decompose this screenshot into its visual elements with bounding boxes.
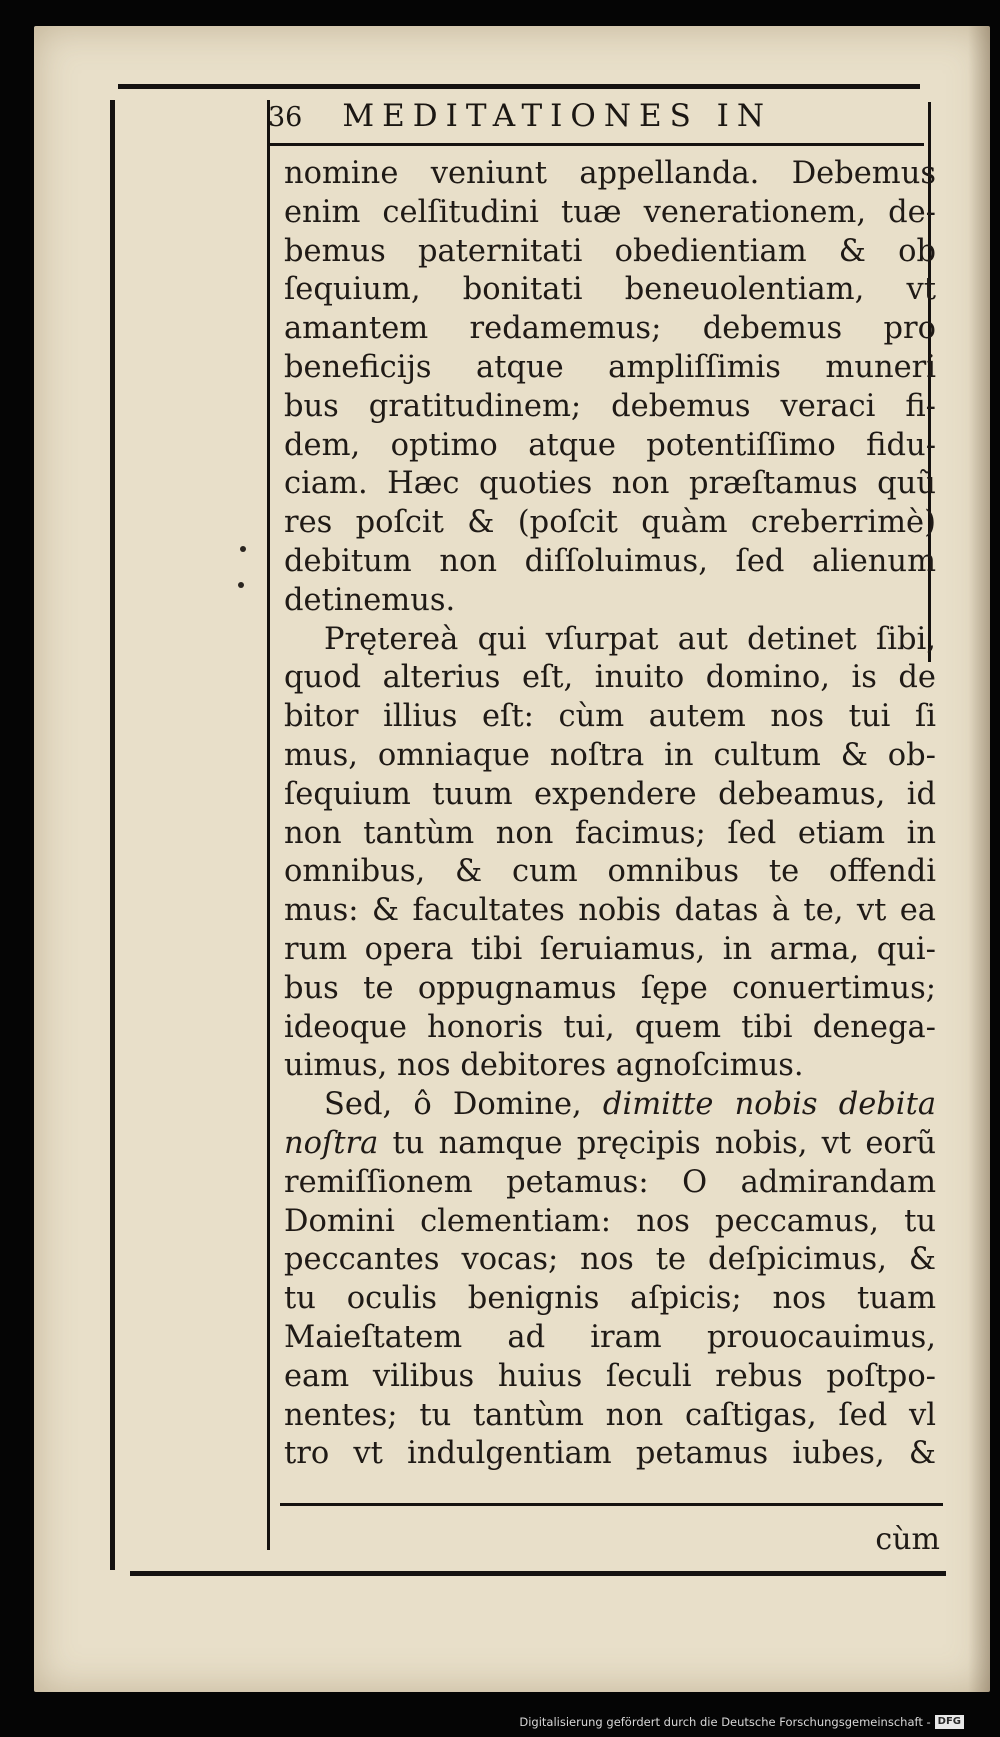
text-line: uimus, nos debitores agnoſcimus. <box>284 1048 804 1084</box>
margin-mark <box>238 582 244 588</box>
funding-credit-text: Digitalisierung gefördert durch die Deutsche Forschungsgemeinschaft - <box>519 1714 931 1729</box>
text-line: Prętereà qui vſurpat aut detinet ſibi, <box>324 621 936 657</box>
running-head <box>268 96 948 136</box>
text-line: detinemus. <box>284 582 456 618</box>
head-underline-rule <box>268 143 924 146</box>
left-outer-rule <box>110 100 115 1570</box>
text-line: amantem redamemus; debemus pro <box>284 311 936 347</box>
text-line: tro vt indulgentiam petamus iubes, & <box>284 1436 936 1472</box>
margin-mark <box>240 546 246 552</box>
text-line: debitum non diſſoluimus, ſed alienum <box>284 543 936 579</box>
text-line: nomine veniunt appellanda. Debemus <box>284 156 936 191</box>
text-line: bitor illius eſt: cùm autem nos tui ſi <box>284 699 936 735</box>
text-line: res poſcit & (poſcit quàm creberrimè) <box>284 505 936 541</box>
text-line: ciam. Hæc quoties non præſtamus quũ <box>284 466 936 502</box>
text-line: ſequium tuum expendere debeamus, id <box>284 776 936 812</box>
text-line <box>284 1086 936 1125</box>
text-line: bemus paternitati obedientiam & ob <box>284 233 936 269</box>
text-line: rum opera tibi ſeruiamus, in arma, qui- <box>284 931 936 967</box>
text-italic: noſtra <box>284 1125 379 1161</box>
text-line: Domini clementiam: nos peccamus, tu <box>284 1203 936 1239</box>
text-line: beneficijs atque ampliſſimis muneri <box>284 349 936 385</box>
text-roman: Sed, ô Domine, <box>324 1087 582 1123</box>
text-line: enim celſitudini tuæ venerationem, de- <box>284 194 936 230</box>
text-line: Maieſtatem ad iram prouocauimus, <box>284 1319 936 1355</box>
text-line: bus gratitudinem; debemus veraci fi- <box>284 388 936 424</box>
text-line: tu oculis benignis aſpicis; nos tuam <box>284 1281 936 1317</box>
page-number: 36 <box>268 102 303 133</box>
bottom-border-rule <box>130 1571 946 1576</box>
text-italic: dimitte nobis debita <box>602 1087 936 1123</box>
text-bottom-rule <box>280 1503 943 1506</box>
left-inner-rule <box>267 100 270 1550</box>
text-line: bus te oppugnamus ſępe conuertimus; <box>284 970 936 1006</box>
dfg-logo: DFG <box>935 1715 964 1729</box>
text-line: peccantes vocas; nos te deſpicimus, & <box>284 1242 936 1278</box>
text-line: nentes; tu tantùm non caſtigas, ſed vl <box>284 1397 936 1433</box>
text-line: non tantùm non facimus; ſed etiam in <box>284 815 936 851</box>
text-line: eam vilibus huius ſeculi rebus poſtpo- <box>284 1358 936 1394</box>
text-line: ſequium, bonitati beneuolentiam, vt <box>284 272 936 308</box>
text-roman: tu namque pręcipis nobis, vt eorũ <box>392 1125 936 1161</box>
catchword: cùm <box>875 1522 940 1557</box>
text-line: mus: & facultates nobis datas à te, vt ea <box>284 893 936 929</box>
text-line: omnibus, & cum omnibus te offendi <box>284 854 936 890</box>
text-line: dem, optimo atque potentiſſimo fidu- <box>284 427 936 463</box>
body-text <box>284 155 936 1474</box>
text-line: mus, omniaque noſtra in cultum & ob- <box>284 737 936 773</box>
top-border-rule <box>118 84 920 89</box>
text-line: quod alterius eſt, inuito domino, is de <box>284 660 936 696</box>
text-line: ideoque honoris tui, quem tibi denega- <box>284 1009 936 1045</box>
text-line: remiſſionem petamus: O admirandam <box>284 1164 936 1200</box>
text-line <box>284 1125 936 1164</box>
funding-credit <box>519 1715 964 1730</box>
running-title: MEDITATIONES IN <box>342 98 773 134</box>
